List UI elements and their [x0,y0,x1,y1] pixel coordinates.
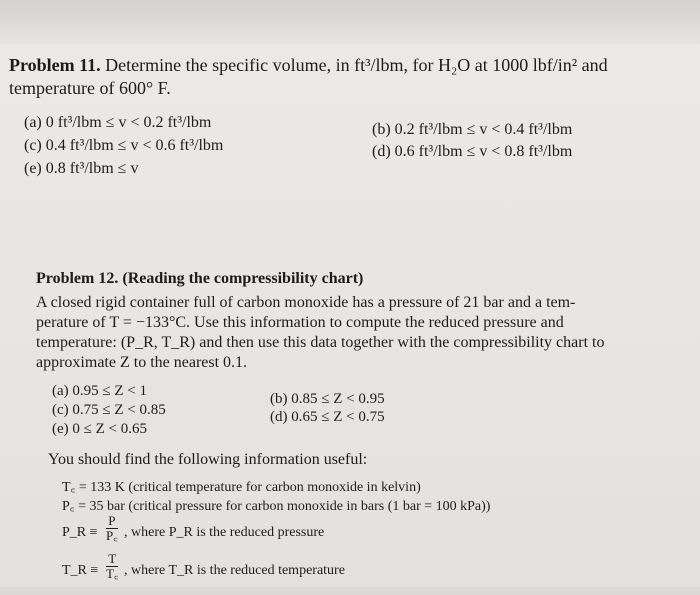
problem-11-option-a: (a) 0 ft³/lbm ≤ v < 0.2 ft³/lbm [24,114,212,131]
page-top-shadow [0,0,700,44]
problem-12-body-line-2: perature of T = −133°C. Use this information to compute the reduced pressure and [36,314,564,331]
problem-12-title: Problem 12. (Reading the compressibility chart) [36,270,364,287]
problem-12-option-d: (d) 0.65 ≤ Z < 0.75 [270,409,385,425]
reduced-pressure-denominator: P꜀ [106,528,118,543]
useful-info-heading: You should find the following information useful: [48,451,368,468]
reduced-temperature-numerator: T [106,552,118,567]
problem-11-option-e: (e) 0.8 ft³/lbm ≤ v [24,160,139,177]
problem-12-option-a: (a) 0.95 ≤ Z < 1 [52,383,148,399]
problem-12-body-line-4: approximate Z to the nearest 0.1. [36,354,248,371]
problem-12-body-line-3: temperature: (P_R, T_R) and then use this data together with the compressibility chart to [36,334,605,351]
problem-12-option-e: (e) 0 ≤ Z < 0.65 [52,421,148,437]
problem-12-option-c: (c) 0.75 ≤ Z < 0.85 [52,402,166,418]
problem-12-option-b: (b) 0.85 ≤ Z < 0.95 [270,391,385,407]
critical-temperature-line: T꜀ = 133 K (critical temperature for carbon monoxide in kelvin) [62,480,421,495]
problem-11-line-1 [9,55,608,76]
page-bottom-edge [0,587,700,595]
reduced-temperature-fraction [106,552,118,581]
reduced-pressure-lhs: P_R ≡ [62,525,98,540]
reduced-pressure-numerator: P [106,514,118,529]
reduced-pressure-fraction [106,514,118,543]
problem-11-option-c: (c) 0.4 ft³/lbm ≤ v < 0.6 ft³/lbm [24,137,224,154]
reduced-temperature-denominator: T꜀ [106,566,119,581]
reduced-pressure-description: , where P_R is the reduced pressure [124,525,325,540]
reduced-temperature-description: , where T_R is the reduced temperature [124,563,345,578]
problem-11-option-d: (d) 0.6 ft³/lbm ≤ v < 0.8 ft³/lbm [372,143,573,160]
problem-11-text-1: Determine the specific volume, in ft³/lbm, for H₂O at 1000 lbf/in² and [100,55,608,75]
reduced-temperature-lhs: T_R ≡ [62,563,99,578]
problem-12-body-line-1: A closed rigid container full of carbon monoxide has a pressure of 21 bar and a tem- [36,294,576,311]
critical-pressure-line: P꜀ = 35 bar (critical pressure for carbon monoxide in bars (1 bar = 100 kPa)) [62,499,491,514]
problem-11-line-2: temperature of 600° F. [9,78,171,98]
problem-11-label: Problem 11. [9,55,101,75]
problem-11-option-b: (b) 0.2 ft³/lbm ≤ v < 0.4 ft³/lbm [372,121,573,138]
